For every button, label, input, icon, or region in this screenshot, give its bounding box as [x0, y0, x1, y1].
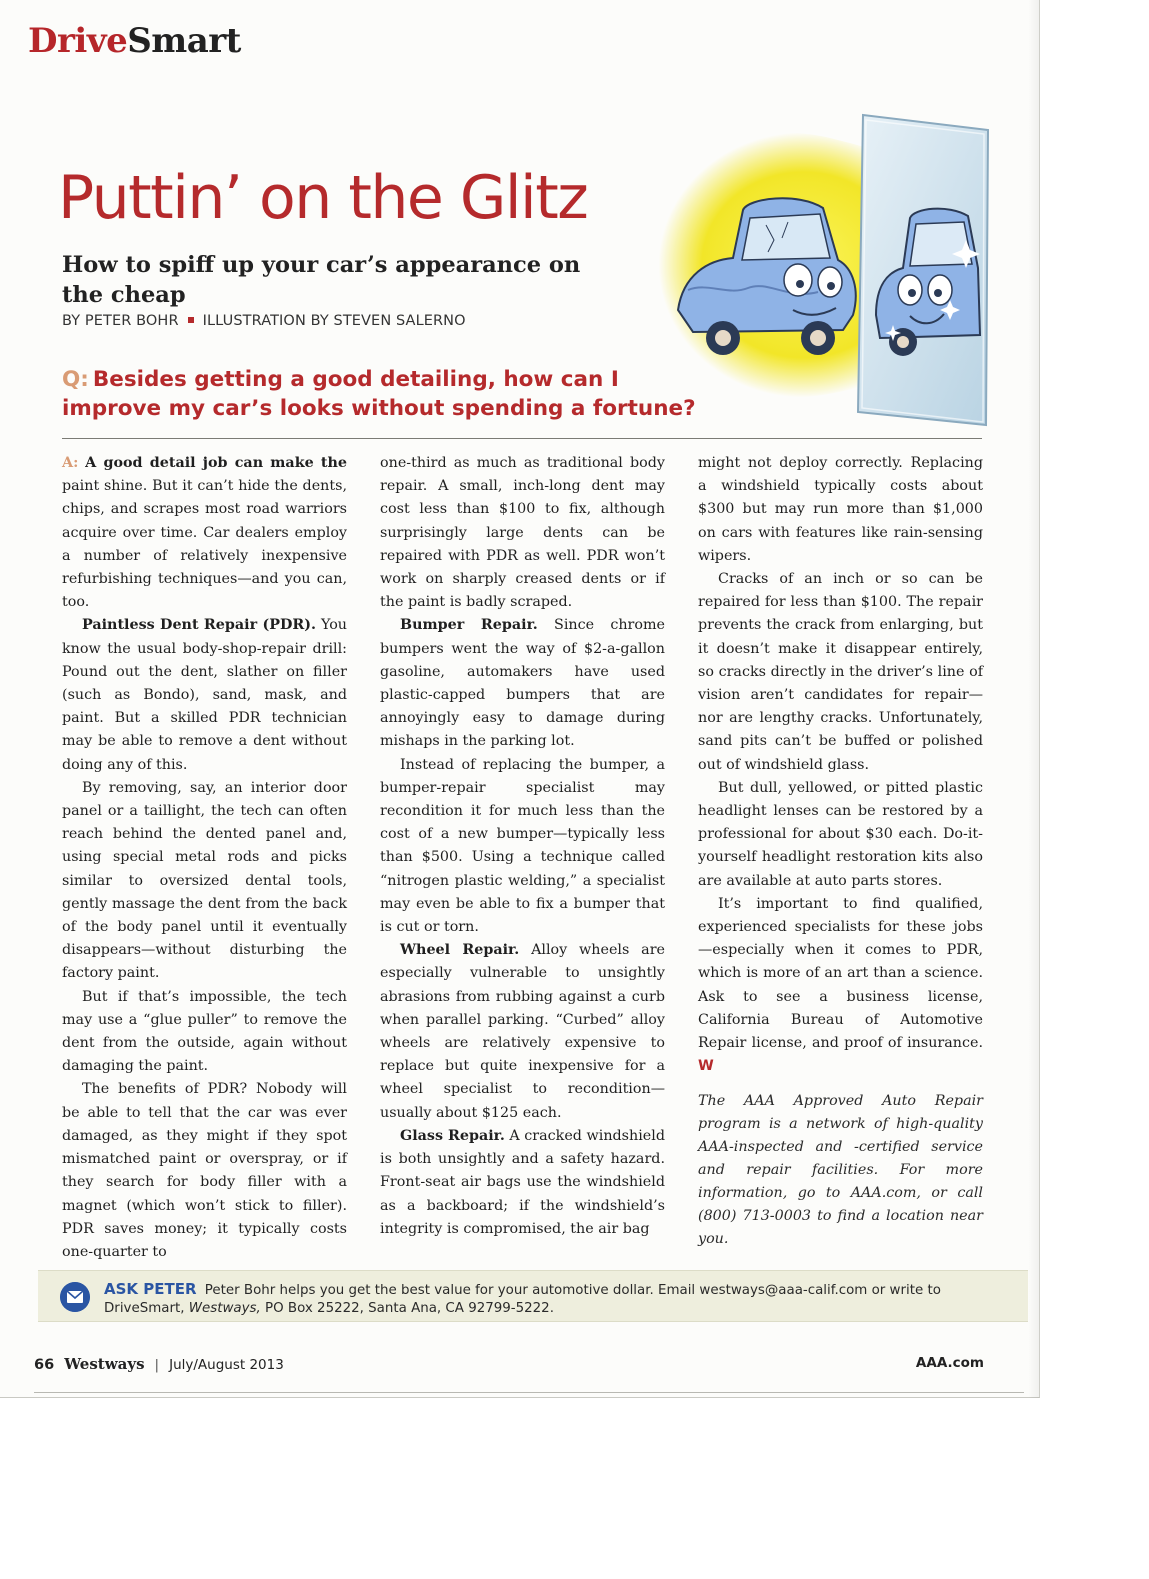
paragraph: Cracks of an inch or so can be repaired for less than $100. The repair prevents the crack from enlarging, but it doesn’t make it disappear entirely, so cracks directly in the driver’s line of vision aren’t candidates for repair—nor are lengthy cracks. Unfortunately, sand pits can’t be buffed or polished out of windshield glass. — [698, 571, 983, 773]
page-number: 66 — [34, 1357, 55, 1373]
program-note: The AAA Approved Auto Repair program is a network of high-quality AAA-inspected and -certified service and repair facilities. For more information, go to AAA.com, or call (800) 713-0003 to find a location near you. — [698, 1093, 983, 1248]
byline-separator — [188, 317, 194, 323]
paragraph — [62, 614, 347, 776]
ask-peter-text — [104, 1280, 1004, 1318]
paragraph-text: You know the usual body-shop-repair drill: Pound out the dent, slather on filler (such as Bondo), sand, mask, and paint. But a skilled PDR technician may be able to remove a dent without doing any of this. — [62, 617, 348, 773]
question-mark: Q: — [62, 367, 89, 392]
page-footer — [34, 1355, 984, 1375]
section-label — [28, 21, 241, 61]
answer-lead: A good detail job can make the — [85, 455, 348, 471]
paragraph — [380, 1125, 665, 1241]
text-column-3 — [698, 452, 983, 1251]
ask-peter-magazine: Westways, — [188, 1301, 261, 1316]
article-subtitle: How to spiff up your car’s appearance on the cheap — [62, 252, 581, 308]
question-text: Besides getting a good detailing, how can I improve my car’s looks without spending a fortune? — [62, 367, 696, 421]
paragraph-text: Alloy wheels are especially vulnerable to unsightly abrasions from rubbing against a curb when parallel parking. “Curbed” alloy wheels are relatively expensive to replace but quite inexpensive for a wheel specialist to recondition—usually about $125 each. — [380, 942, 665, 1121]
car-mirror-illustration — [648, 100, 998, 430]
paragraph-text: paint shine. But it can’t hide the dents, chips, and scrapes most road warriors acquire over time. Car dealers employ a number of relatively inexpensive refurbishing techniques—and you can, too. — [62, 478, 347, 611]
end-mark: W — [698, 1058, 714, 1075]
ask-peter-address: PO Box 25222, Santa Ana, CA 92799-5222. — [265, 1301, 554, 1316]
paragraph: Instead of replacing the bumper, a bumper-repair specialist may recondition it for much less than the cost of a new bumper—typically less than $500. Using a technique called “nitrogen plastic welding,” a specialist may even be able to fix a bumper that is cut or torn. — [380, 756, 665, 936]
text-column-2 — [380, 452, 665, 1241]
paragraph — [380, 614, 665, 753]
ask-peter-bar — [38, 1270, 1028, 1322]
question — [62, 365, 702, 423]
footer-site: AAA.com — [915, 1355, 984, 1371]
footer-divider — [34, 1392, 1024, 1393]
paragraph: The benefits of PDR? Nobody will be able to tell that the car was ever damaged, as they might if they spot mismatched paint or overspray, or if they search for body filler with a magnet (which won’t stick to filler). PDR saves money; it typically costs one-quarter to — [62, 1081, 347, 1260]
paragraph — [380, 939, 665, 1125]
paragraph-text: It’s important to find qualified, experienced specialists for these jobs—especially when it comes to PDR, which is more of an art than a science. Ask to see a business license, California Bureau of Automotive Repair license, and proof of insurance. — [698, 895, 983, 1052]
ask-peter-body: Peter Bohr helps you get the best value for your automotive dollar. Email westways@aaa-calif.com or write to DriveSmart, — [104, 1283, 941, 1316]
byline — [62, 313, 466, 329]
top-divider — [62, 438, 982, 439]
run-in-heading: Glass Repair. — [400, 1127, 505, 1144]
ask-peter-title: ASK PETER — [104, 1280, 197, 1298]
run-in-heading: Bumper Repair. — [400, 617, 538, 634]
paragraph — [698, 893, 983, 1079]
article-title: Puttin’ on the Glitz — [58, 163, 588, 233]
paragraph: might not deploy correctly. Replacing a windshield typically costs about $300 but may run more than $1,000 on cars with features like rain-sensing wipers. — [698, 455, 983, 564]
paragraph: But if that’s impossible, the tech may use a “glue puller” to remove the dent from the outside, again without damaging the paint. — [62, 988, 347, 1075]
paragraph — [62, 452, 347, 614]
run-in-heading: Paintless Dent Repair (PDR). — [82, 617, 317, 634]
text-column-1 — [62, 452, 347, 1264]
byline-author: BY PETER BOHR — [62, 313, 179, 329]
section-label-drive: Drive — [28, 21, 128, 61]
footer-separator: | — [154, 1357, 160, 1373]
answer-mark: A: — [62, 455, 79, 471]
envelope-icon — [60, 1282, 90, 1312]
paragraph: By removing, say, an interior door panel or a taillight, the tech can often reach behind the dented panel and, using special metal rods and picks similar to oversized dental tools, gently massage the dent from the back of the body panel until it eventually disappears—without disturbing the factory paint. — [62, 779, 347, 982]
paragraph: one-third as much as traditional body repair. A small, inch-long dent may cost less than $100 to fix, although surprisingly large dents can be repaired with PDR as well. PDR won’t work on sharply creased dents or if the paint is badly scraped. — [380, 455, 665, 611]
footer-magazine: Westways — [64, 1355, 145, 1373]
run-in-heading: Wheel Repair. — [400, 942, 520, 959]
paragraph: But dull, yellowed, or pitted plastic headlight lenses can be restored by a professional for about $30 each. Do-it-yourself headlight restoration kits also are available at auto parts stores. — [698, 779, 983, 889]
paragraph-text: Since chrome bumpers went the way of $2-a-gallon gasoline, automakers have used plastic-capped bumpers that are annoyingly easy to damage during mishaps in the parking lot. — [380, 617, 665, 750]
section-label-smart: Smart — [127, 21, 241, 61]
paragraph-text: A cracked windshield is both unsightly and a safety hazard. Front-seat air bags use the windshield as a backboard; if the windshield’s integrity is compromised, the air bag — [380, 1127, 665, 1237]
footer-issue: July/August 2013 — [169, 1357, 284, 1373]
page-edge-shadow — [1028, 0, 1040, 1398]
byline-illustrator: ILLUSTRATION BY STEVEN SALERNO — [202, 313, 466, 329]
